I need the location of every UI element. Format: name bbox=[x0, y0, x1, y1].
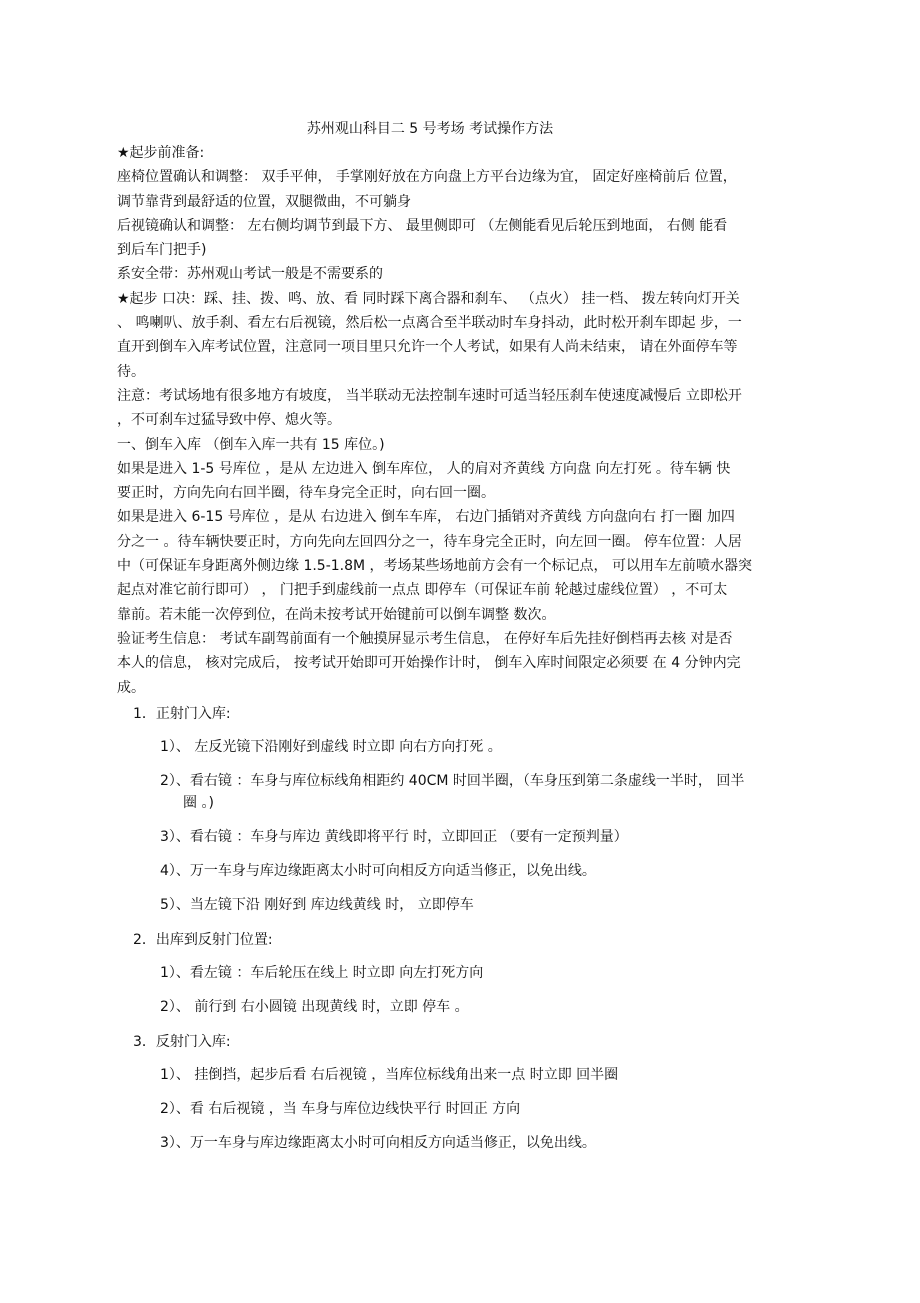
paragraph-line: 调节靠背到最舒适的位置，双腿微曲，不可躺身 bbox=[117, 193, 411, 210]
document-title: 苏州观山科目二 5 号考场 考试操作方法 bbox=[306, 121, 554, 137]
list-item bbox=[160, 736, 813, 758]
paragraph bbox=[117, 141, 807, 165]
paragraph-line: 本人的信息， 核对完成后， 按考试开始即可开始操作计时， 倒车入库时间限定必须要 在 4 分钟内完 bbox=[117, 655, 741, 672]
paragraph-line: 起点对准它前行即可） ， 门把手到虚线前一点点 即停车（可保证车前 轮越过虚线位置） ，不可太 bbox=[117, 582, 728, 599]
paragraph-line: 、 鸣喇叭、放手刹、看左右后视镜，然后松一点离合至半联动时车身抖动，此时松开刹车即起 步，一 bbox=[117, 315, 742, 332]
list-item bbox=[160, 962, 813, 984]
paragraph-line: 靠前。若未能一次停到位，在尚未按考试开始键前可以倒车调整 数次。 bbox=[117, 606, 556, 623]
list-item bbox=[160, 770, 813, 814]
paragraph bbox=[117, 165, 807, 214]
paragraph bbox=[117, 627, 807, 700]
paragraph-line: 注意：考试场地有很多地方有坡度， 当半联动无法控制车速时可适当轻压刹车使速度减慢后 立即松开 bbox=[117, 387, 742, 404]
paragraph-line: 中（可保证车身距离外侧边缘 1.5-1.8M ，考场某些场地前方会有一个标记点， 可以用车左前喷水器突 bbox=[117, 558, 753, 575]
procedure-section bbox=[133, 928, 813, 1018]
list-item-line: 圈 。) bbox=[183, 795, 214, 811]
paragraph-line: 待。 bbox=[117, 363, 145, 380]
paragraph-line: 一、倒车入库 （倒车入库一共有 15 库位。) bbox=[117, 436, 385, 453]
section-heading: 2．出库到反射门位置: bbox=[133, 932, 273, 948]
paragraph-line: 要正时，方向先向右回半圈，待车身完全正时，向右回一圈。 bbox=[117, 485, 495, 502]
paragraph-line: 直开到倒车入库考试位置，注意同一项目里只允许一个人考试，如果有人尚未结束， 请在外面停车等 bbox=[117, 339, 738, 356]
paragraph bbox=[117, 384, 807, 433]
paragraph-line: 系安全带：苏州观山考试一般是不需要系的 bbox=[117, 266, 383, 283]
paragraph bbox=[117, 287, 807, 384]
list-item-line: 2）、看 右后视镜 ，当 车身与库位边线快平行 时回正 方向 bbox=[160, 1101, 521, 1117]
list-item bbox=[160, 860, 813, 882]
list-item bbox=[160, 894, 813, 916]
paragraph-line: 后视镜确认和调整： 左右侧均调节到最下方、 最里侧即可 （左侧能看见后轮压到地面， 右侧 能看 bbox=[117, 217, 728, 234]
paragraph bbox=[117, 505, 807, 626]
paragraph-line: 如果是进入 1-5 号库位 ，是从 左边进入 倒车库位， 人的肩对齐黄线 方向盘 向左打死 。待车辆 快 bbox=[117, 460, 731, 477]
procedure-list bbox=[133, 702, 813, 1166]
paragraph-line: 分之一 。待车辆快要正时，方向先向左回四分之一，待车身完全正时，向左回一圈。 停车位置：人居 bbox=[117, 533, 742, 550]
paragraph-line: ，不可刹车过猛导致中停、熄火等。 bbox=[117, 412, 341, 429]
document-body bbox=[117, 141, 807, 700]
list-item-line: 3）、万一车身与库边缘距离太小时可向相反方向适当修正，以免出线。 bbox=[160, 1135, 596, 1151]
list-item-line: 3）、看右镜 ：车身与库边 黄线即将平行 时，立即回正 （要有一定预判量） bbox=[160, 829, 628, 845]
list-item bbox=[160, 826, 813, 848]
paragraph-line: 成。 bbox=[117, 679, 145, 696]
paragraph-line: 座椅位置确认和调整： 双手平伸， 手掌刚好放在方向盘上方平台边缘为宜， 固定好座椅前后 位置， bbox=[117, 169, 737, 186]
list-item-line: 1）、 挂倒挡，起步后看 右后视镜 ，当库位标线角出来一点 时立即 回半圈 bbox=[160, 1067, 619, 1083]
list-item bbox=[160, 1064, 813, 1086]
procedure-section bbox=[133, 702, 813, 916]
paragraph-line: 验证考生信息： 考试车副驾前面有一个触摸屏显示考生信息， 在停好车后先挂好倒档再去核 对是否 bbox=[117, 630, 733, 647]
section-heading: 1．正射门入库: bbox=[133, 706, 231, 722]
list-item-line: 2）、看右镜 ：车身与库位标线角相距约 40CM 时回半圈，（车身压到第二条虚线一半时， 回半 bbox=[160, 773, 745, 789]
list-item-line: 1）、 左反光镜下沿刚好到虚线 时立即 向右方向打死 。 bbox=[160, 739, 502, 755]
list-item-line: 1）、看左镜 ：车后轮压在线上 时立即 向左打死方向 bbox=[160, 965, 484, 981]
list-item-line: 4）、万一车身与库边缘距离太小时可向相反方向适当修正，以免出线。 bbox=[160, 863, 596, 879]
paragraph-line: ★起步前准备: bbox=[117, 145, 205, 161]
paragraph bbox=[117, 433, 807, 457]
paragraph bbox=[117, 457, 807, 506]
paragraph bbox=[117, 214, 807, 263]
list-item bbox=[160, 1098, 813, 1120]
paragraph bbox=[117, 262, 807, 286]
paragraph-line: 到后车门把手) bbox=[117, 242, 207, 259]
list-item bbox=[160, 1132, 813, 1154]
list-item-line: 2）、 前行到 右小圆镜 出现黄线 时，立即 停车 。 bbox=[160, 999, 469, 1015]
section-heading: 3．反射门入库: bbox=[133, 1034, 231, 1050]
list-item-line: 5）、当左镜下沿 刚好到 库边线黄线 时， 立即停车 bbox=[160, 897, 474, 913]
list-item bbox=[160, 996, 813, 1018]
paragraph-line: ★起步 口决：踩、挂、拨、鸣、放、看 同时踩下离合器和刹车、 （点火） 挂一档、 拨左转向灯开关 bbox=[117, 290, 740, 307]
paragraph-line: 如果是进入 6-15 号库位 ，是从 右边进入 倒车车库， 右边门插销对齐黄线 方向盘向右 打一圈 加四 bbox=[117, 509, 735, 526]
procedure-section bbox=[133, 1030, 813, 1154]
